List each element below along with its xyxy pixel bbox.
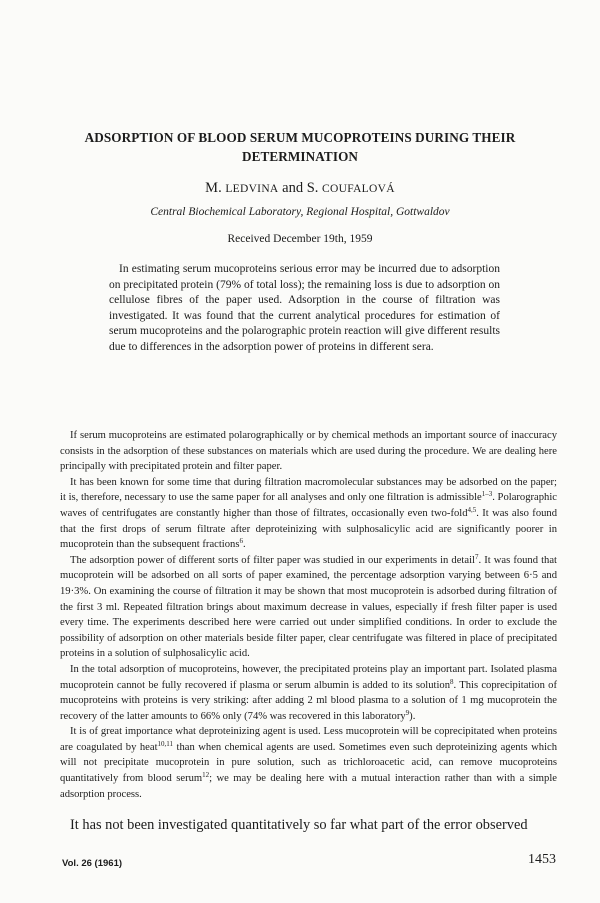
article-title: ADSORPTION OF BLOOD SERUM MUCOPROTEINS DURING THEIR DETERMINATION bbox=[84, 130, 516, 164]
paragraph-1: If serum mucoproteins are estimated polarographically or by chemical methods an important source of inaccuracy consists in the adsorption of these substances on materials which are used during the procedure. We are dealing here principally with precipitated protein and filter paper. bbox=[60, 430, 557, 473]
citation: 8 bbox=[450, 677, 454, 686]
p5-text-c: ; we may be dealing here with a mutual interaction rather than with a simple adsorption process. bbox=[60, 773, 557, 800]
author1-surname: LEDVINA bbox=[225, 183, 279, 195]
author2-initial: S. bbox=[306, 180, 323, 196]
citation: 9 bbox=[405, 708, 410, 717]
p5-text-b: than when chemical agents are used. Sometimes even such deproteinizing agents which will not precipitate mucoprotein in pure solution, such as trichloroacetic acid, can remove mucoproteins quantitatively from blood serum bbox=[60, 741, 558, 785]
abstract bbox=[109, 262, 500, 355]
p5-text-a: It is of great importance what deproteinizing agent is used. Less mucoprotein will be coprecipitated when proteins are coagulated by heat bbox=[60, 726, 557, 753]
p4-text-b: . This coprecipitation of mucoproteins with proteins is very striking: after adding 2 ml blood plasma to a solution of 1 mg mucoprotein the recovery of the latter amounts to 66% only (74% was recovered in this laboratory bbox=[60, 679, 557, 722]
p4-text-a: In the total adsorption of mucoproteins, however, the precipitated proteins play an important part. Isolated plasma mucoprotein cannot be fully recovered if plasma or serum albumin is added to its solution bbox=[60, 663, 557, 691]
p3-text-b: . It was found that mucoprotein will be adsorbed on all sorts of paper examined, the percentage adsorption varying between 6·5 and 19·3%. On examining the course of filtration it may be shown that most mucoprotein is adsorbed during filtration of the first 3 ml. Repeated filtration brings about maximum decrease in values, especially if fresh filter paper is used every time. The experiments described here were carried out under simplified conditions. In order to exclude the possibility of adsorption on other materials beside filter paper, clear centrifugate was filtered in place of precipitated proteins in a solution of sulphosalicylic acid. bbox=[60, 554, 557, 660]
author2-surname: COUFALOVÁ bbox=[322, 183, 395, 195]
author1-initial: M. bbox=[205, 180, 226, 196]
paragraph-2 bbox=[60, 475, 557, 553]
p3-text-a: The adsorption power of different sorts of filter paper was studied in our experiments in detail bbox=[70, 554, 475, 566]
citation: 4,5 bbox=[467, 505, 477, 514]
paragraph-4 bbox=[60, 662, 557, 724]
page-number: 1453 bbox=[528, 852, 556, 867]
authors-conjunction: and bbox=[278, 180, 307, 196]
citation: 12 bbox=[202, 771, 210, 780]
body-text bbox=[60, 428, 557, 802]
p2-text-c: . It was also found that the first drops of serum filtrate after deproteinizing with sulphosalicylic acid are significantly poorer in mucoprotein than the subsequent fractions bbox=[60, 507, 558, 551]
received-date: Received December 19th, 1959 bbox=[227, 233, 373, 245]
p4-text-c: ). bbox=[409, 710, 416, 722]
paragraph-6: It has not been investigated quantitatively so far what part of the error observed bbox=[70, 817, 528, 833]
p2-text-b: . Polarographic waves of centrifugates are constantly higher than those of filtrates, occasionally even two-fold bbox=[60, 492, 557, 519]
citation: 1–3 bbox=[481, 490, 493, 499]
citation: 6 bbox=[239, 537, 243, 546]
volume-info: Vol. 26 (1961) bbox=[62, 858, 123, 869]
citation: 7 bbox=[474, 552, 479, 561]
p2-text-a: It has been known for some time that during filtration macromolecular substances may be adsorbed on the paper; it is, therefore, necessary to use the same paper for all analyses and only one filtration is admissible bbox=[60, 476, 557, 504]
abstract-text: In estimating serum mucoproteins serious error may be incurred due to adsorption on precipitated protein (79% of total loss); the remaining loss is due to adsorption on cellulose fibres of the paper used. Adsorption in the course of filtration was investigated. It was found that the current analytical procedures for estimation of serum mucoproteins and the polarographic protein reaction will give different results due to differences in the adsorption power of proteins in different sera. bbox=[109, 263, 500, 353]
affiliation: Central Biochemical Laboratory, Regional Hospital, Gottwaldov bbox=[150, 206, 450, 218]
citation: 10,11 bbox=[157, 739, 174, 748]
author-line bbox=[40, 180, 560, 197]
paragraph-5 bbox=[60, 724, 557, 802]
paragraph-3 bbox=[60, 553, 557, 662]
p2-text-d: . bbox=[242, 539, 246, 551]
